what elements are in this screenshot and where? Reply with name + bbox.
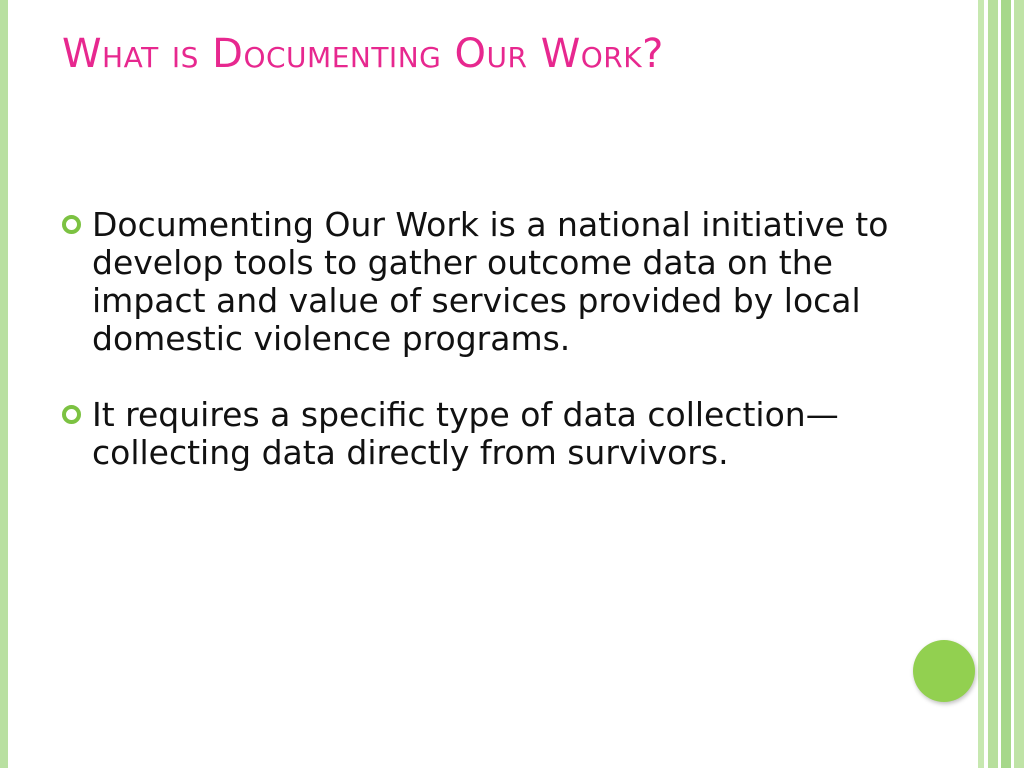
bullet-item: [62, 396, 892, 472]
right-border-stripe: [1014, 0, 1024, 768]
left-border-rule: [0, 0, 8, 768]
ring-bullet-icon: [62, 215, 81, 234]
bullet-list: [62, 206, 892, 510]
ring-bullet-icon: [62, 405, 81, 424]
right-border-stripe: [988, 0, 998, 768]
bullet-item: [62, 206, 892, 358]
bullet-text: Documenting Our Work is a national initiative to develop tools to gather outcome data on the impact and value of services provided by local domestic violence programs.: [92, 205, 889, 358]
right-border-stripe: [1001, 0, 1011, 768]
green-circle-icon: [913, 640, 975, 702]
slide-title: What is Documenting Our Work?: [62, 31, 664, 77]
bullet-text: It requires a specific type of data collection—collecting data directly from survivors.: [92, 395, 839, 472]
